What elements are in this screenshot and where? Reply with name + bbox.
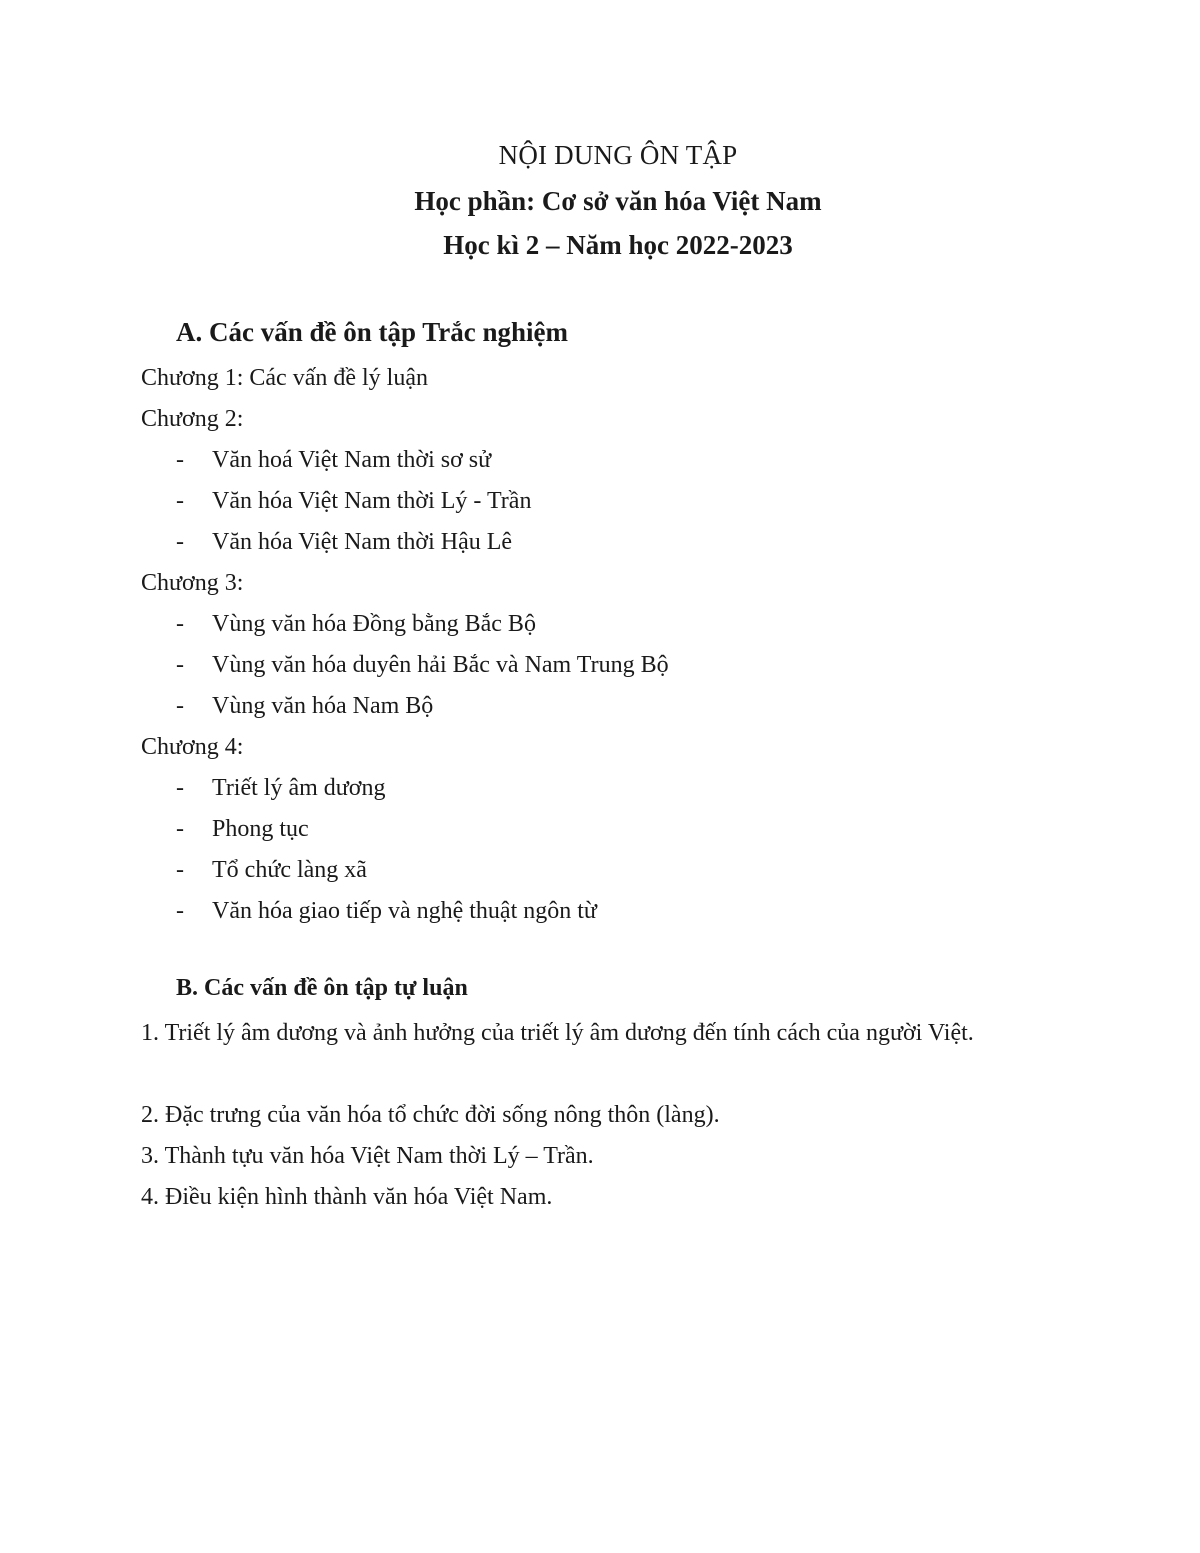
list-item — [176, 529, 512, 556]
course-name: Học phần: Cơ sở văn hóa Việt Nam — [414, 186, 822, 216]
list-item-text: Vùng văn hóa duyên hải Bắc và Nam Trung Bộ — [212, 652, 669, 678]
list-item — [176, 775, 385, 802]
term-info: Học kì 2 – Năm học 2022-2023 — [443, 230, 793, 260]
bullet-dash: - — [176, 693, 184, 719]
chapter-4-label: Chương 4: — [141, 734, 244, 760]
list-item-text: Văn hóa Việt Nam thời Lý - Trần — [212, 488, 532, 514]
list-item — [176, 898, 597, 925]
essay-question-3: 3. Thành tựu văn hóa Việt Nam thời Lý – Trần. — [141, 1143, 594, 1169]
bullet-dash: - — [176, 816, 184, 842]
list-item — [176, 447, 491, 474]
bullet-dash: - — [176, 529, 184, 555]
bullet-dash: - — [176, 775, 184, 801]
chapter-2-label: Chương 2: — [141, 406, 244, 432]
section-a-heading: A. Các vấn đề ôn tập Trắc nghiệm — [176, 317, 569, 347]
essay-question-4: 4. Điều kiện hình thành văn hóa Việt Nam. — [141, 1184, 553, 1210]
list-item — [176, 857, 367, 884]
list-item — [176, 652, 669, 679]
list-item — [176, 488, 531, 515]
list-item-text: Triết lý âm dương — [212, 775, 386, 801]
bullet-dash: - — [176, 488, 184, 514]
section-b-heading: B. Các vấn đề ôn tập tự luận — [176, 975, 468, 1001]
list-item-text: Văn hoá Việt Nam thời sơ sử — [212, 447, 492, 473]
bullet-dash: - — [176, 611, 184, 637]
bullet-dash: - — [176, 898, 184, 924]
list-item-text: Tổ chức làng xã — [212, 857, 367, 883]
chapter-3-label: Chương 3: — [141, 570, 244, 596]
document-title: NỘI DUNG ÔN TẬP — [498, 140, 738, 170]
bullet-dash: - — [176, 652, 184, 678]
list-item-text: Vùng văn hóa Đồng bằng Bắc Bộ — [212, 611, 536, 637]
essay-question-2: 2. Đặc trưng của văn hóa tổ chức đời sống nông thôn (làng). — [141, 1102, 720, 1128]
bullet-dash: - — [176, 857, 184, 883]
list-item-text: Văn hóa giao tiếp và nghệ thuật ngôn từ — [212, 898, 597, 924]
list-item-text: Vùng văn hóa Nam Bộ — [212, 693, 434, 719]
list-item-text: Văn hóa Việt Nam thời Hậu Lê — [212, 529, 513, 555]
chapter-1-label: Chương 1: Các vấn đề lý luận — [141, 365, 428, 391]
bullet-dash: - — [176, 447, 184, 473]
essay-question-1: 1. Triết lý âm dương và ảnh hưởng của triết lý âm dương đến tính cách của người Việt. — [141, 1020, 974, 1046]
list-item — [176, 816, 309, 843]
list-item-text: Phong tục — [212, 816, 309, 842]
list-item — [176, 693, 433, 720]
list-item — [176, 611, 536, 638]
